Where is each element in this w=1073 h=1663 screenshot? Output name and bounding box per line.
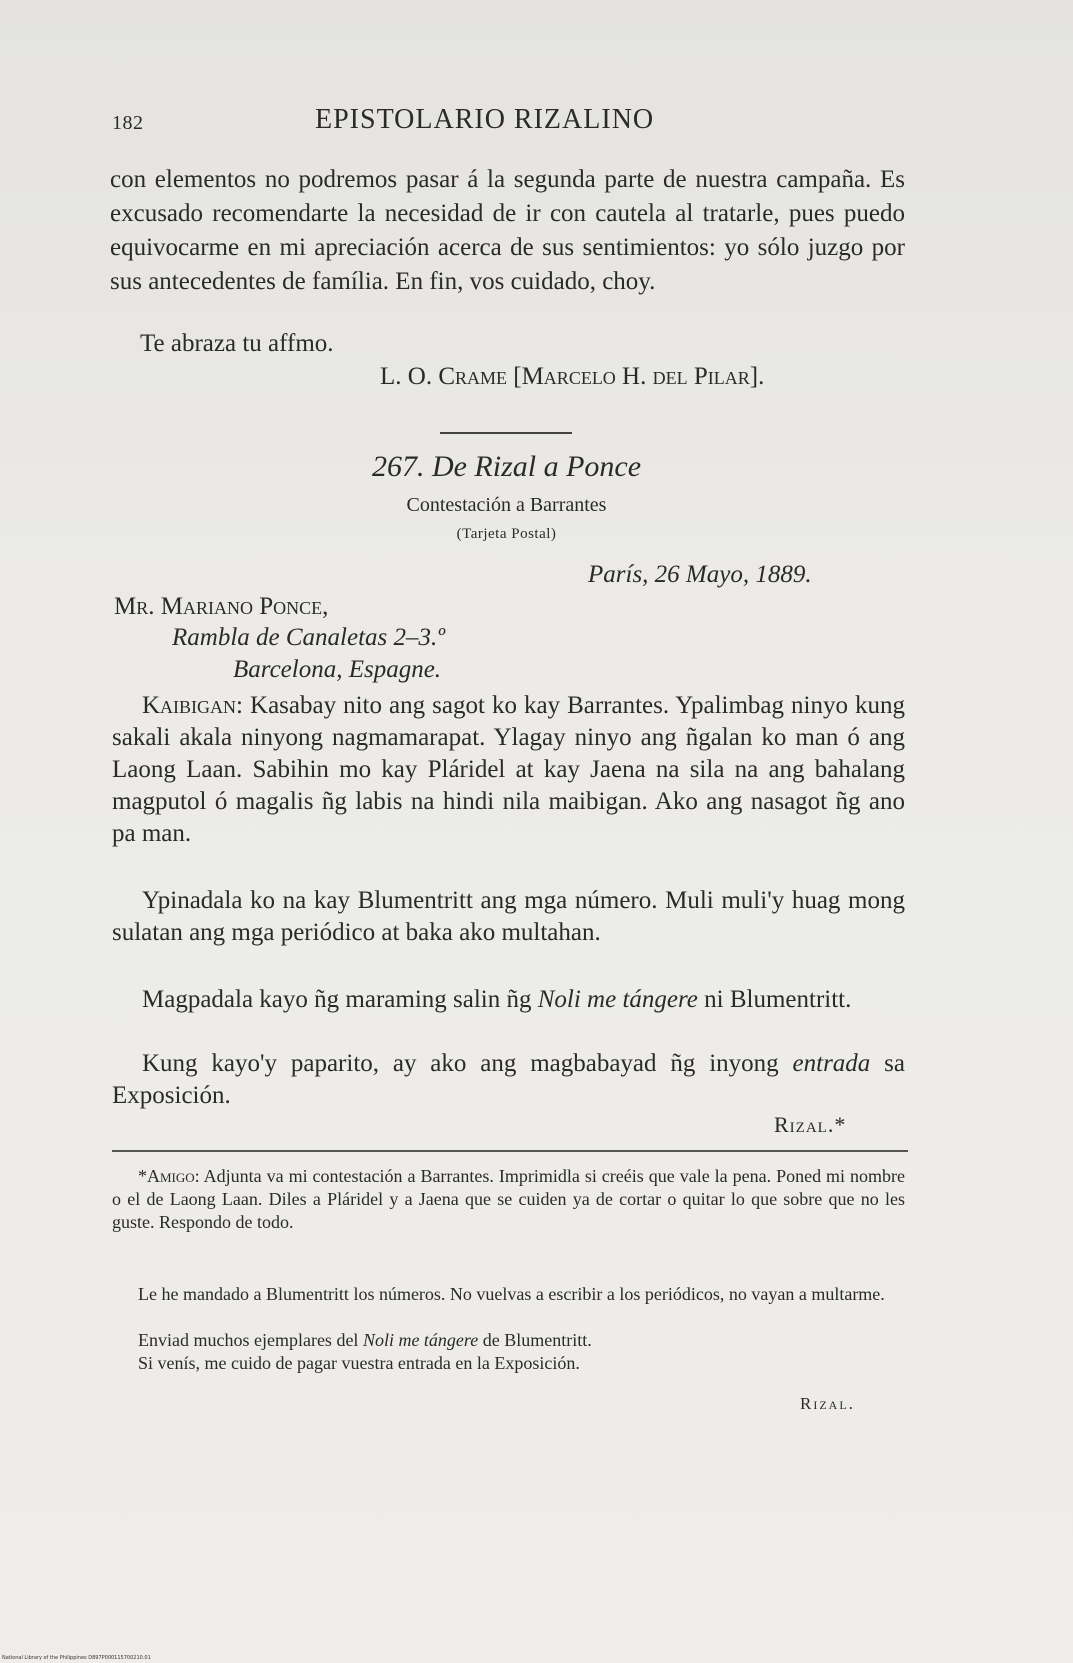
letter-paragraph-1-text: Kasabay nito ang sagot ko kay Barrantes. Ypalimbag ninyo kung sakali akala ninyong nagmamarapat. Ylagay ninyo ang ñgalan ko man ó ang Laong Laan. Sabihin mo kay Pláridel at kay Jaena na sila na ang bahalang magputol ó magalis ñg labis na hindi nila maibigan. Ako ang nasagot ñg ano pa man. [112,692,905,847]
footnote-paragraph-1-text: Adjunta va mi contestación a Barrantes. Imprimidla si creéis que vale la pena. Poned mi nombre o el de Laong Laan. Diles a Pláridel y a Jaena que se cuiden ya de cortar o quitar lo que sobre que no les guste. Respondo de todo. [112,1166,905,1232]
address-city: Barcelona, Espagne. [233,656,442,683]
footnote-rule [112,1150,908,1152]
letter-paragraph-3-after: ni Blumentritt. [697,986,852,1013]
letter-paragraph-3 [112,984,905,1016]
letter-dateline: París, 26 Mayo, 1889. [588,561,812,588]
footnote-paragraph-1 [112,1165,905,1234]
previous-letter-signature: L. O. Crame [Marcelo H. del Pilar]. [380,363,765,390]
footnote-paragraph-2: Le he mandado a Blumentritt los números. No vuelvas a escribir a los periódicos, no vayan a multarme. [138,1284,885,1304]
letter-note: (Tarjeta Postal) [456,526,557,542]
letter-paragraph-4-after: sa Exposición. [112,1050,905,1109]
entrada-word: entrada [792,1050,871,1077]
footnote-lead: *Amigo: [138,1166,200,1186]
footnote-paragraph-4: Si venís, me cuido de pagar vuestra entrada en la Exposición. [138,1353,580,1373]
footnote-book-title: Noli me tángere [362,1330,479,1350]
running-title: EPISTOLARIO RIZALINO [315,104,655,135]
address-street: Rambla de Canaletas 2–3.º [172,624,446,651]
footnote-signature: Rizal. [800,1394,855,1413]
footnote-paragraph-3-after: de Blumentritt. [478,1330,592,1350]
letter-paragraph-4 [112,1048,905,1112]
previous-letter-closing: Te abraza tu affmo. [140,330,334,357]
footnote-paragraph-3 [112,1329,905,1352]
footnote-paragraph-3-before: Enviad muchos ejemplares del [138,1330,363,1350]
letter-paragraph-3-before: Magpadala kayo ñg maraming salin ñg [142,986,538,1013]
page-number: 182 [112,112,144,134]
letter-paragraph-1 [112,690,905,850]
section-divider [440,432,572,434]
letter-paragraph-4-before: Kung kayo'y paparito, ay ako ang magbabayad ñg inyong [142,1050,793,1077]
letter-paragraph-2: Ypinadala ko na kay Blumentritt ang mga número. Muli muli'y huag mong sulatan ang mga periódico at baka ako multahan. [112,887,905,946]
letter-signature: Rizal.* [774,1112,847,1137]
book-title-noli: Noli me tángere [537,986,698,1013]
page-header [110,100,900,140]
salutation: Kaibigan: [142,692,243,719]
address-name-text: Mr. Mariano Ponce, [114,593,329,620]
address-name [114,593,328,621]
previous-letter-paragraph: con elementos no podremos pasar á la segunda parte de nuestra campaña. Es excusado recomendarte la necesidad de ir con cautela al tratarle, pues puedo equivocarme en mi apreciación acerca de sus sentimientos: yo sólo juzgo por sus antecedentes de família. En fin, vos cuidado, choy. [110,166,905,295]
letter-subtitle: Contestación a Barrantes [406,494,607,516]
scan-credit: National Library of the Philippines D897P000115700210.01 [2,1655,151,1661]
letter-title: 267. De Rizal a Ponce [371,450,642,483]
